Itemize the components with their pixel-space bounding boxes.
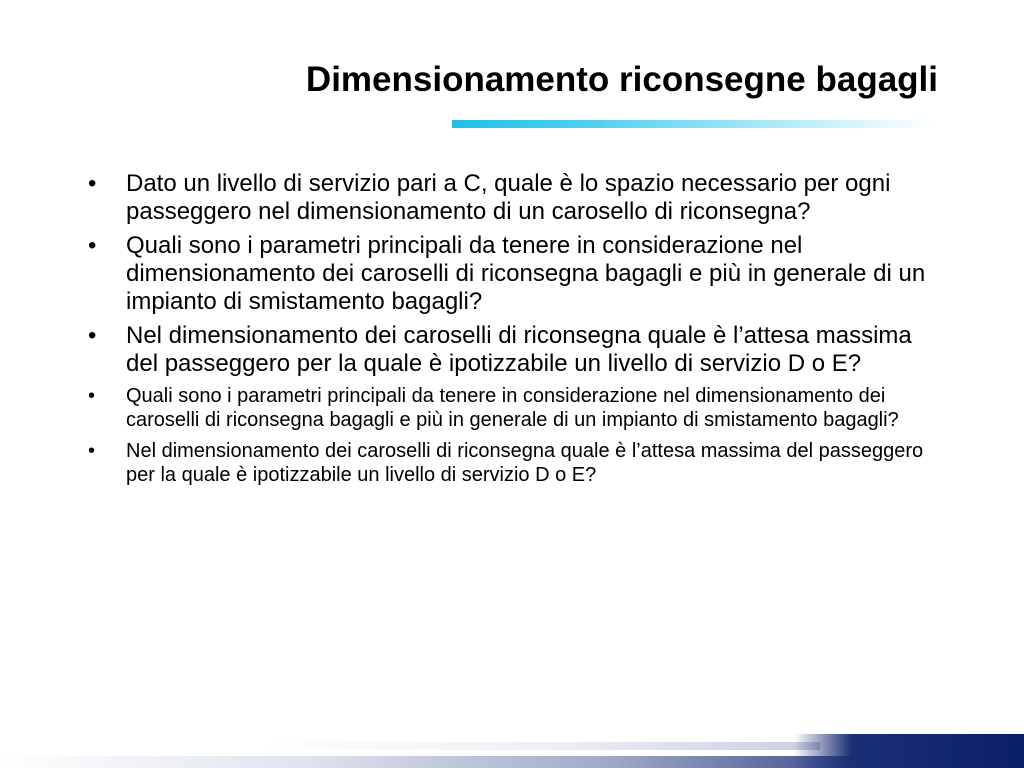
bullet-item [86,232,946,316]
bullet-text: Dato un livello di servizio pari a C, quale è lo spazio necessario per ogni passeggero nel dimensionamento di un carosello di riconsegna? [126,170,891,225]
bullet-dot-icon: • [88,170,97,197]
bullet-item [86,384,946,432]
bullet-text: Quali sono i parametri principali da tenere in considerazione nel dimensionamento dei caroselli di riconsegna bagagli e più in generale di un impianto di smistamento bagagli? [126,232,926,315]
title-underline-bar [452,120,932,128]
footer-decoration [0,734,1024,768]
bullet-list [86,170,946,494]
bullet-dot-icon: • [88,385,96,407]
bullet-item [86,439,946,487]
bullet-text: Nel dimensionamento dei caroselli di riconsegna quale è l’attesa massima del passeggero per la quale è ipotizzabile un livello di servizio D o E? [126,322,912,377]
bullet-text: Nel dimensionamento dei caroselli di riconsegna quale è l’attesa massima del passeggero per la quale è ipotizzabile un livello di servizio D o E? [126,440,924,486]
footer-dark-block [794,734,1024,768]
bullet-text: Quali sono i parametri principali da tenere in considerazione nel dimensionamento dei caroselli di riconsegna bagagli e più in generale di un impianto di smistamento bagagli? [126,385,899,431]
bullet-item [86,170,946,226]
slide-title: Dimensionamento riconsegne bagagli [305,60,938,99]
bullet-dot-icon: • [88,232,97,259]
bullet-item [86,322,946,378]
bullet-dot-icon: • [88,440,96,462]
bullet-dot-icon: • [88,322,97,349]
footer-stripe [260,742,820,750]
